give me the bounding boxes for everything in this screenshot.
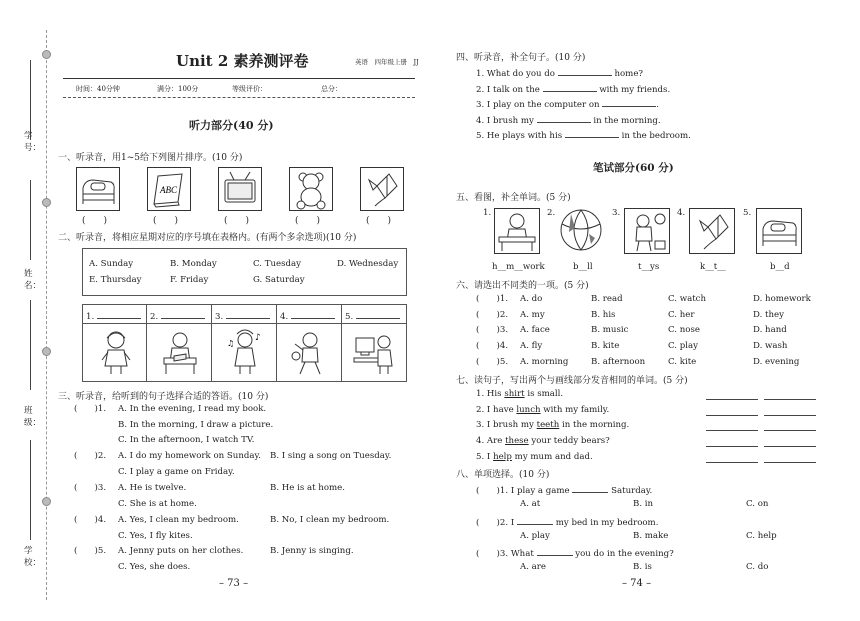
q6-opt: B. read [591,294,623,304]
q1-picture-2 [147,167,191,211]
q5-word[interactable]: k__t__ [700,262,726,272]
svg-text:ABC: ABC [160,185,177,195]
q1-picture-1 [76,167,120,211]
q6-row [476,357,508,368]
score-info: 满分：100分 [157,85,199,93]
q2-table-row-divider [82,323,407,324]
binding-margin [0,0,60,621]
q8-opt: C. help [746,531,777,541]
header-rule-dashed [63,97,415,98]
q6-row [476,325,508,336]
listening-title: 听力部分(40 分) [189,119,274,132]
q2-picture-4 [290,328,330,376]
q6-opt: D. they [753,310,784,320]
q3-option: B. In the morning, I draw a picture. [118,420,274,430]
q6-opt: A. do [520,294,543,304]
q2-table-col-divider [146,304,147,382]
q2-picture-2 [160,328,200,376]
boy-ball-icon [290,328,330,376]
q3-item-5-number[interactable]: ( )5. [74,546,107,556]
q2-table-col-divider [211,304,212,382]
q4-blank[interactable] [565,128,619,138]
q6-opt: D. hand [753,325,787,335]
binding-line [30,440,31,540]
underlined-word: help [493,452,512,462]
svg-text:♫: ♫ [227,339,235,348]
q5-picture-2 [559,208,603,252]
boy-homework-icon [495,209,539,253]
q2-option: C. Tuesday [253,259,301,269]
q8-opt: B. is [633,562,652,572]
q3-option: C. In the afternoon, I watch TV. [118,435,255,445]
q5-num: 5. [743,208,752,218]
q7-answer-line[interactable] [764,446,816,447]
boy-reading-icon [160,328,200,376]
q5-picture-3 [624,208,670,254]
q5-heading: 五、看图，补全单词。(5 分) [456,193,571,203]
q6-row [476,310,508,321]
q7-sentence: 1. His shirt is small. [476,389,564,399]
q7-sentence: 5. I help my mum and dad. [476,452,593,462]
q1-answer-1[interactable]: ( ) [82,216,108,226]
class-label: 班级： [24,406,42,428]
q7-answer-line[interactable] [764,415,816,416]
q1-answer-4[interactable]: ( ) [295,216,321,226]
q7-sentence: 2. I have lunch with my family. [476,405,610,415]
q6-row [476,341,508,352]
boy-toys-icon [625,209,669,253]
q3-option: C. Yes, she does. [118,562,191,572]
q5-word[interactable]: h__m__work [492,262,545,272]
q3-option: A. I do my homework on Sunday. [118,451,261,461]
q8-answer[interactable]: ( )3. [476,549,509,559]
q3-option: C. Yes, I fly kites. [118,531,193,541]
underlined-word: shirt [504,389,525,399]
q6-opt: A. my [520,310,545,320]
q8-opt: B. make [633,531,669,541]
q4-item: 5. He plays with his in the bedroom. [476,128,691,142]
teddy-bear-icon [290,168,332,210]
q4-blank[interactable] [543,82,597,92]
q3-option: B. He is at home. [270,483,345,493]
school-label: 学校： [24,546,42,568]
punch-hole [42,347,51,356]
q1-picture-5 [360,167,404,211]
q8-opt: C. do [746,562,769,572]
q8-blank [517,515,553,525]
q5-num: 1. [483,208,492,218]
q2-table-col-divider [276,304,277,382]
q8-opt: C. on [746,499,769,509]
q2-picture-1 [98,328,134,376]
q1-picture-4 [289,167,333,211]
q2-option: D. Wednesday [337,259,399,269]
q6-answer[interactable]: ( )5. [476,357,509,367]
underlined-word: teeth [536,420,560,430]
q7-answer-line[interactable] [706,446,758,447]
q1-answer-2[interactable]: ( ) [153,216,179,226]
q8-heading: 八、单项选择。(10 分) [456,470,550,480]
q2-picture-3 [225,328,265,376]
underlined-word: these [505,436,529,446]
q3-item-4-number[interactable]: ( )4. [74,515,107,525]
girl-singing-icon [225,328,265,376]
q7-answer-line[interactable] [706,399,758,400]
q7-answer-line[interactable] [764,399,816,400]
punch-hole [42,198,51,207]
q4-heading: 四、听录音，补全句子。(10 分) [456,53,586,63]
q2-option: G. Saturday [253,275,305,285]
q8-blank [537,546,573,556]
q2-option: A. Sunday [89,259,134,269]
boy-computer-icon [352,328,396,376]
punch-hole [42,50,51,59]
q6-opt: D. evening [753,357,800,367]
q8-opt: A. play [520,531,550,541]
header-rule [63,78,415,79]
bed-icon [77,168,119,210]
q6-answer[interactable]: ( )3. [476,325,509,335]
q3-option: A. He is twelve. [118,483,187,493]
q7-sentence: 4. Are these your teddy bears? [476,436,610,446]
q1-answer-3[interactable]: ( ) [224,216,250,226]
tv-icon [219,168,261,210]
q2-heading: 二、听录音，将相应星期对应的序号填在表格内。(有两个多余选项)(10 分) [58,233,357,243]
q3-option: A. Yes, I clean my bedroom. [118,515,239,525]
q4-blank[interactable] [602,97,656,107]
q6-heading: 六、请选出不同类的一项。(5 分) [456,281,589,291]
grade-info: 等级评价： [232,85,267,93]
q3-option: B. No, I clean my bedroom. [270,515,390,525]
q2-slot[interactable]: 3. [215,309,270,323]
q8-item: ( )2. I my bed in my bedroom. [476,515,658,529]
q6-opt: A. morning [520,357,569,367]
q3-option: A. In the evening, I read my book. [118,404,267,414]
q8-opt: A. at [520,499,541,509]
q3-item-2-number[interactable]: ( )2. [74,451,107,461]
q3-option: C. I play a game on Friday. [118,467,235,477]
q6-opt: B. afternoon [591,357,646,367]
q1-picture-3 [218,167,262,211]
q6-opt: C. play [668,341,698,351]
total-info: 总分： [321,85,342,93]
q7-sentence: 3. I brush my teeth in the morning. [476,420,630,430]
q4-blank[interactable] [558,66,612,76]
q6-answer[interactable]: ( )1. [476,294,509,304]
punch-hole [42,497,51,506]
name-label: 姓名： [24,269,42,291]
q4-item: 1. What do you do home? [476,66,643,80]
q2-slot[interactable]: 2. [150,309,205,323]
q5-picture-5 [756,208,802,254]
q6-opt: D. wash [753,341,788,351]
q3-option: C. She is at home. [118,499,197,509]
q6-opt: C. kite [668,357,697,367]
q7-answer-line[interactable] [706,430,758,431]
binding-line [30,180,31,260]
q7-heading: 七、读句子，写出两个与画线部分发音相同的单词。(5 分) [456,376,688,386]
q6-opt: B. kite [591,341,620,351]
q3-item-3-number[interactable]: ( )3. [74,483,107,493]
q8-item: ( )1. I play a game Saturday. [476,483,652,497]
q2-option: B. Monday [170,259,217,269]
q5-word[interactable]: b__d [770,262,790,272]
time-info: 时间：40分钟 [76,85,120,93]
q8-answer[interactable]: ( )1. [476,486,509,496]
q4-item: 4. I brush my in the morning. [476,113,661,127]
q5-word[interactable]: b__ll [573,262,593,272]
q6-opt: C. nose [668,325,700,335]
q6-opt: A. fly [520,341,543,351]
q6-answer[interactable]: ( )4. [476,341,509,351]
q2-option: E. Thursday [89,275,142,285]
q7-answer-line[interactable] [764,462,816,463]
ball-icon [559,208,603,252]
q3-option: B. I sing a song on Tuesday. [270,451,392,461]
q6-opt: B. his [591,310,616,320]
q5-picture-1 [494,208,540,254]
book-icon [148,168,190,210]
q8-opt: B. in [633,499,654,509]
q6-opt: D. homework [753,294,811,304]
q1-heading: 一、听录音，用1~5给下列图片排序。(10 分) [58,153,243,163]
q5-num: 3. [612,208,621,218]
q8-blank [572,483,608,493]
q6-opt: C. her [668,310,695,320]
q3-heading: 三、听录音，给听到的句子选择合适的答语。(10 分) [58,392,269,402]
q5-word[interactable]: t__ys [638,262,660,272]
q5-num: 4. [677,208,686,218]
q8-answer[interactable]: ( )2. [476,518,509,528]
q7-answer-line[interactable] [706,462,758,463]
q6-answer[interactable]: ( )2. [476,310,509,320]
q8-item: ( )3. What you do in the evening? [476,546,674,560]
q2-slot[interactable]: 1. [86,309,141,323]
q5-picture-4 [689,208,735,254]
q2-slot[interactable]: 5. [345,309,400,323]
bed-icon [757,209,801,253]
q6-opt: C. watch [668,294,707,304]
q6-opt: B. music [591,325,629,335]
q4-item: 2. I talk on the with my friends. [476,82,670,96]
binding-dashed-line [46,30,47,600]
q7-answer-line[interactable] [764,430,816,431]
writing-title: 笔试部分(60 分) [593,162,674,174]
q3-item-1-number[interactable]: ( )1. [74,404,107,414]
kite-icon [690,209,734,253]
page-number-left: – 73 – [219,578,249,589]
binding-line [30,60,31,140]
q7-answer-line[interactable] [706,415,758,416]
q2-picture-5 [352,328,396,376]
q4-blank[interactable] [537,113,591,123]
q1-answer-5[interactable]: ( ) [366,216,392,226]
student-id-label: 学号： [24,131,42,153]
q5-num: 2. [547,208,556,218]
kite-icon [361,168,403,210]
page-title: Unit 2 素养测评卷 [176,52,309,70]
q2-options-box [82,248,407,296]
q2-slot[interactable]: 4. [280,309,335,323]
q3-option: B. Jenny is singing. [270,546,354,556]
q2-table-col-divider [341,304,342,382]
page-number-right: – 74 – [622,578,652,589]
q6-row [476,294,508,305]
underlined-word: lunch [516,405,541,415]
q2-option: F. Friday [170,275,209,285]
binding-line [30,300,31,390]
q3-option: A. Jenny puts on her clothes. [118,546,244,556]
svg-text:♪: ♪ [255,333,261,343]
q4-item: 3. I play on the computer on . [476,97,659,111]
q6-opt: A. face [520,325,550,335]
girl-icon [98,328,134,376]
subject-tag: 英语 四年级上册 JJ [355,58,419,66]
q8-opt: A. are [520,562,546,572]
